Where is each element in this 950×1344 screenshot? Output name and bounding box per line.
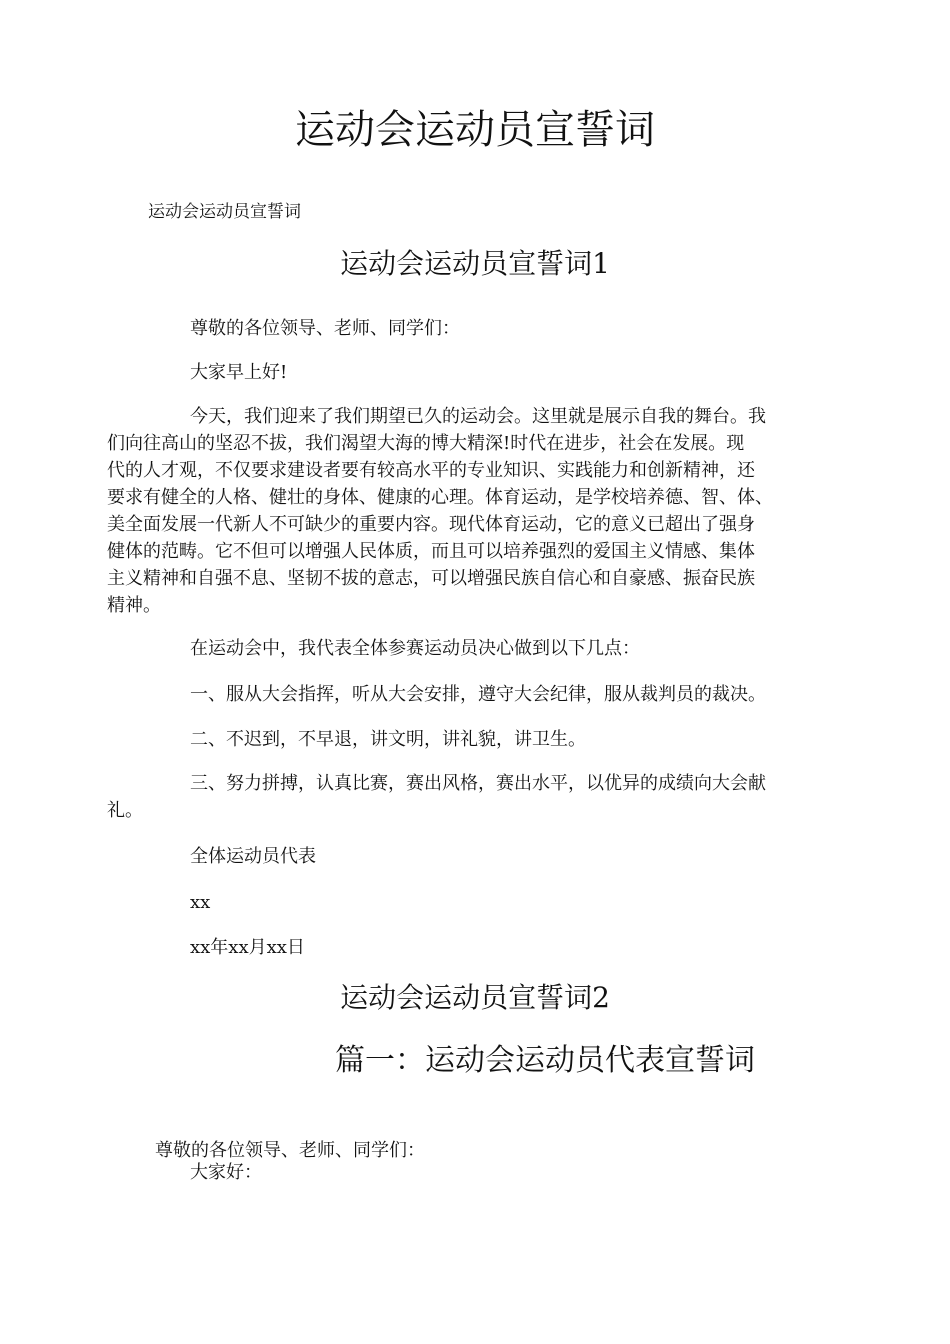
section1-body-paragraph [107,403,843,619]
section1-signature: 全体运动员代表 [190,846,316,867]
point3-line: 三、努力拼搏，认真比赛，赛出风格，赛出水平，以优异的成绩向大会献 [190,773,766,794]
point3-line: 礼。 [107,800,143,821]
section2-subheading: 篇一：运动会运动员代表宣誓词 [335,1043,755,1078]
section1-greeting: 大家早上好! [190,362,288,383]
body-line: 今天，我们迎来了我们期望已久的运动会。这里就是展示自我的舞台。我 [190,406,766,427]
section1-name: xx [190,892,211,913]
body-line: 健体的范畴。它不但可以增强人民体质，而且可以培养强烈的爱国主义情感、集体 [107,541,755,562]
section2-greeting: 大家好： [190,1162,262,1183]
section1-salutation: 尊敬的各位领导、老师、同学们： [190,318,460,339]
section1-point-1: 一、服从大会指挥，听从大会安排，遵守大会纪律，服从裁判员的裁决。 [190,684,766,705]
body-line: 主义精神和自强不息、坚韧不拔的意志，可以增强民族自信心和自豪感、振奋民族 [107,568,755,589]
body-line: 精神。 [107,595,161,616]
section1-point-3 [107,770,843,824]
section1-intro-points: 在运动会中，我代表全体参赛运动员决心做到以下几点： [190,638,640,659]
section2-salutation: 尊敬的各位领导、老师、同学们： [155,1140,425,1161]
section2-heading: 运动会运动员宣誓词2 [340,981,610,1014]
document-title: 运动会运动员宣誓词 [295,107,655,153]
body-line: 代的人才观，不仅要求建设者要有较高水平的专业知识、实践能力和创新精神，还 [107,460,755,481]
body-line: 要求有健全的人格、健壮的身体、健康的心理。体育运动，是学校培养德、智、体、 [107,487,773,508]
body-line: 们向往高山的坚忍不拔，我们渴望大海的博大精深!时代在进步，社会在发展。现 [107,433,745,454]
body-line: 美全面发展一代新人不可缺少的重要内容。现代体育运动，它的意义已超出了强身 [107,514,755,535]
section1-date: xx年xx月xx日 [190,937,305,958]
section1-point-2: 二、不迟到，不早退，讲文明，讲礼貌，讲卫生。 [190,729,586,750]
section1-heading: 运动会运动员宣誓词1 [340,247,610,280]
document-subheading: 运动会运动员宣誓词 [148,202,301,222]
